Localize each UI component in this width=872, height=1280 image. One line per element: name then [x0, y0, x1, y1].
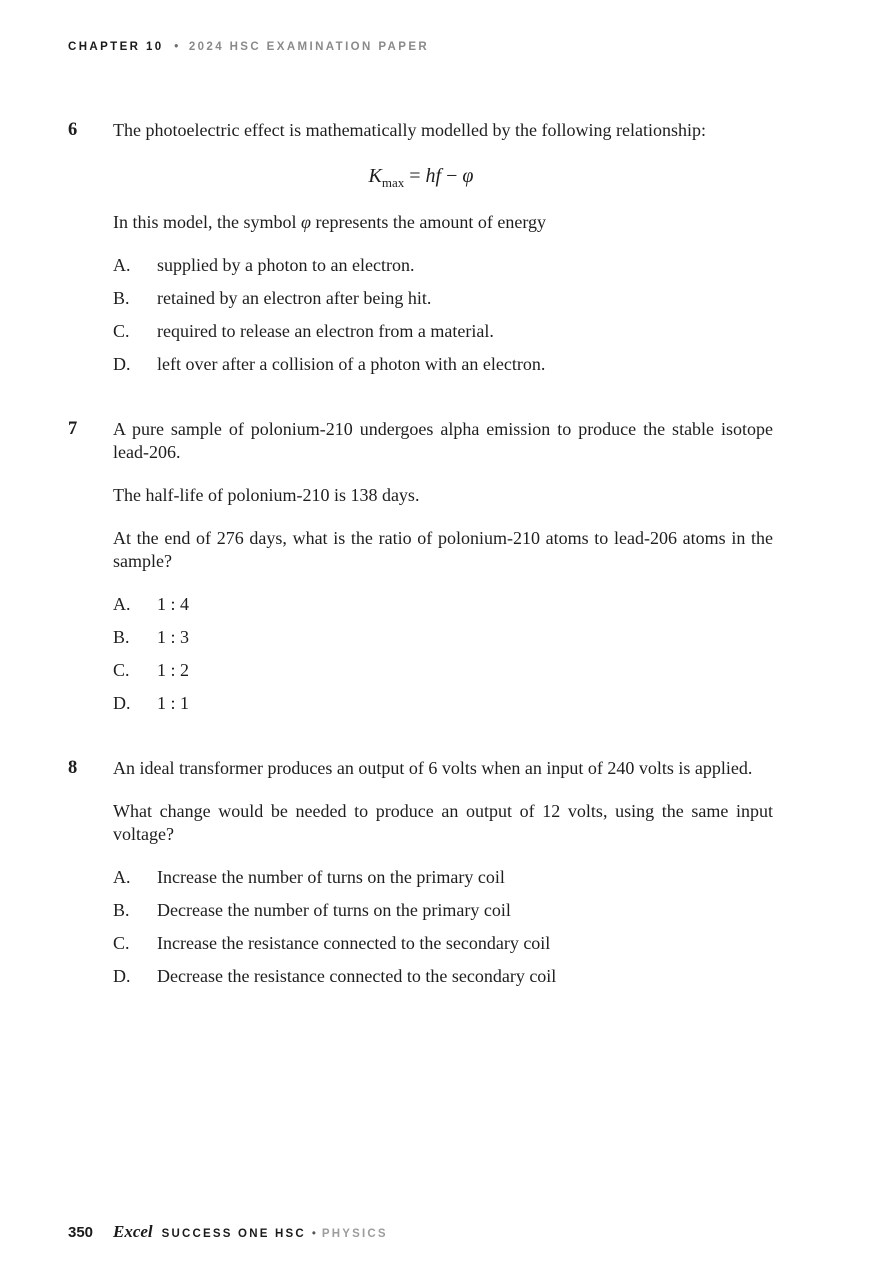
italic-symbol: φ	[301, 212, 311, 232]
paragraph	[113, 527, 773, 573]
option-letter: C.	[113, 933, 130, 953]
option-letter: A.	[113, 594, 131, 614]
option-letter: D.	[113, 966, 131, 986]
option-row	[113, 320, 773, 343]
minus-sign: −	[446, 165, 458, 187]
formula-kmax	[91, 162, 751, 197]
text-run: voltage?	[113, 824, 174, 844]
excel-brand-logo: Excel	[113, 1222, 153, 1241]
option-letter: B.	[113, 900, 130, 920]
subject-label: PHYSICS	[321, 1228, 388, 1240]
option-text: Decrease the resistance connected to the secondary coil	[157, 966, 557, 986]
paragraph	[113, 211, 773, 234]
question-body	[113, 119, 773, 376]
option-letter: C.	[113, 660, 130, 680]
option-row	[113, 254, 773, 277]
option-letter: A.	[113, 867, 131, 887]
footer-bullet-separator: •	[311, 1228, 316, 1240]
header-bullet-separator: •	[174, 41, 179, 53]
series-title: SUCCESS ONE HSC	[161, 1228, 306, 1240]
paragraph	[113, 418, 773, 464]
paragraph	[113, 800, 773, 846]
option-text: supplied by a photon to an electron.	[157, 255, 415, 275]
equals-sign: =	[409, 165, 421, 187]
text-line	[113, 800, 773, 823]
question	[68, 757, 773, 988]
text-line	[113, 441, 773, 464]
question	[68, 119, 773, 376]
option-text: left over after a collision of a photon with an electron.	[157, 354, 546, 374]
option-text: Decrease the number of turns on the primary coil	[157, 900, 511, 920]
page-header	[68, 41, 429, 53]
option-letter: D.	[113, 354, 131, 374]
text-run: What change would be needed to produce an output of 12 volts, using the same input	[113, 801, 773, 821]
page-number: 350	[68, 1224, 94, 1241]
chapter-label: CHAPTER 10	[68, 41, 164, 53]
text-line	[113, 418, 773, 441]
text-line	[113, 211, 773, 234]
options-list	[113, 254, 773, 376]
questions	[68, 119, 773, 1030]
question-body	[113, 418, 773, 715]
option-row	[113, 866, 773, 889]
page-footer	[68, 1222, 388, 1242]
question	[68, 418, 773, 715]
option-row	[113, 287, 773, 310]
option-text: required to release an electron from a material.	[157, 321, 494, 341]
text-line	[113, 550, 773, 573]
option-letter: B.	[113, 627, 130, 647]
option-row	[113, 659, 773, 682]
option-letter: A.	[113, 255, 131, 275]
option-letter: B.	[113, 288, 130, 308]
option-row	[113, 932, 773, 955]
option-text: 1 : 2	[157, 660, 190, 680]
option-text: 1 : 4	[157, 594, 190, 614]
option-text: Increase the resistance connected to the secondary coil	[157, 933, 551, 953]
options-list	[113, 593, 773, 715]
paragraph	[113, 484, 773, 507]
text-line	[113, 823, 773, 846]
option-row	[113, 593, 773, 616]
paragraph	[113, 119, 773, 142]
option-letter: C.	[113, 321, 130, 341]
text-run: At the end of 276 days, what is the ratio of polonium-210 atoms to lead-206 atoms in the	[113, 528, 773, 548]
text-run: An ideal transformer produces an output of 6 volts when an input of 240 volts is applied.	[113, 758, 753, 778]
option-row	[113, 692, 773, 715]
option-row	[113, 965, 773, 988]
paragraph	[113, 757, 773, 780]
text-run: The photoelectric effect is mathematically modelled by the following relationship:	[113, 120, 706, 140]
option-text: 1 : 1	[157, 693, 190, 713]
option-text: Increase the number of turns on the primary coil	[157, 867, 505, 887]
question-body	[113, 757, 773, 988]
header-title: 2024 HSC EXAMINATION PAPER	[188, 41, 430, 53]
text-line	[113, 527, 773, 550]
formula-phi: φ	[462, 165, 474, 187]
option-row	[113, 353, 773, 376]
text-run: lead-206.	[113, 442, 181, 462]
text-run: sample?	[113, 551, 172, 571]
text-run: The half-life of polonium-210 is 138 days.	[113, 485, 420, 505]
option-row	[113, 899, 773, 922]
formula-subscript-max: max	[381, 175, 405, 190]
question-number: 7	[68, 419, 78, 439]
option-text: 1 : 3	[157, 627, 190, 647]
formula-hf: hf	[425, 165, 442, 187]
text-run: represents the amount of energy	[310, 212, 547, 232]
question-number: 8	[68, 758, 78, 778]
option-letter: D.	[113, 693, 131, 713]
option-row	[113, 626, 773, 649]
text-line	[113, 757, 773, 780]
text-run: In this model, the symbol	[113, 212, 301, 232]
option-text: retained by an electron after being hit.	[157, 288, 432, 308]
text-line	[113, 484, 773, 507]
formula-K: K	[368, 165, 382, 187]
text-run: A pure sample of polonium-210 undergoes alpha emission to produce the stable isotope	[113, 419, 773, 439]
question-number: 6	[68, 120, 78, 140]
options-list	[113, 866, 773, 988]
text-line	[113, 119, 773, 142]
